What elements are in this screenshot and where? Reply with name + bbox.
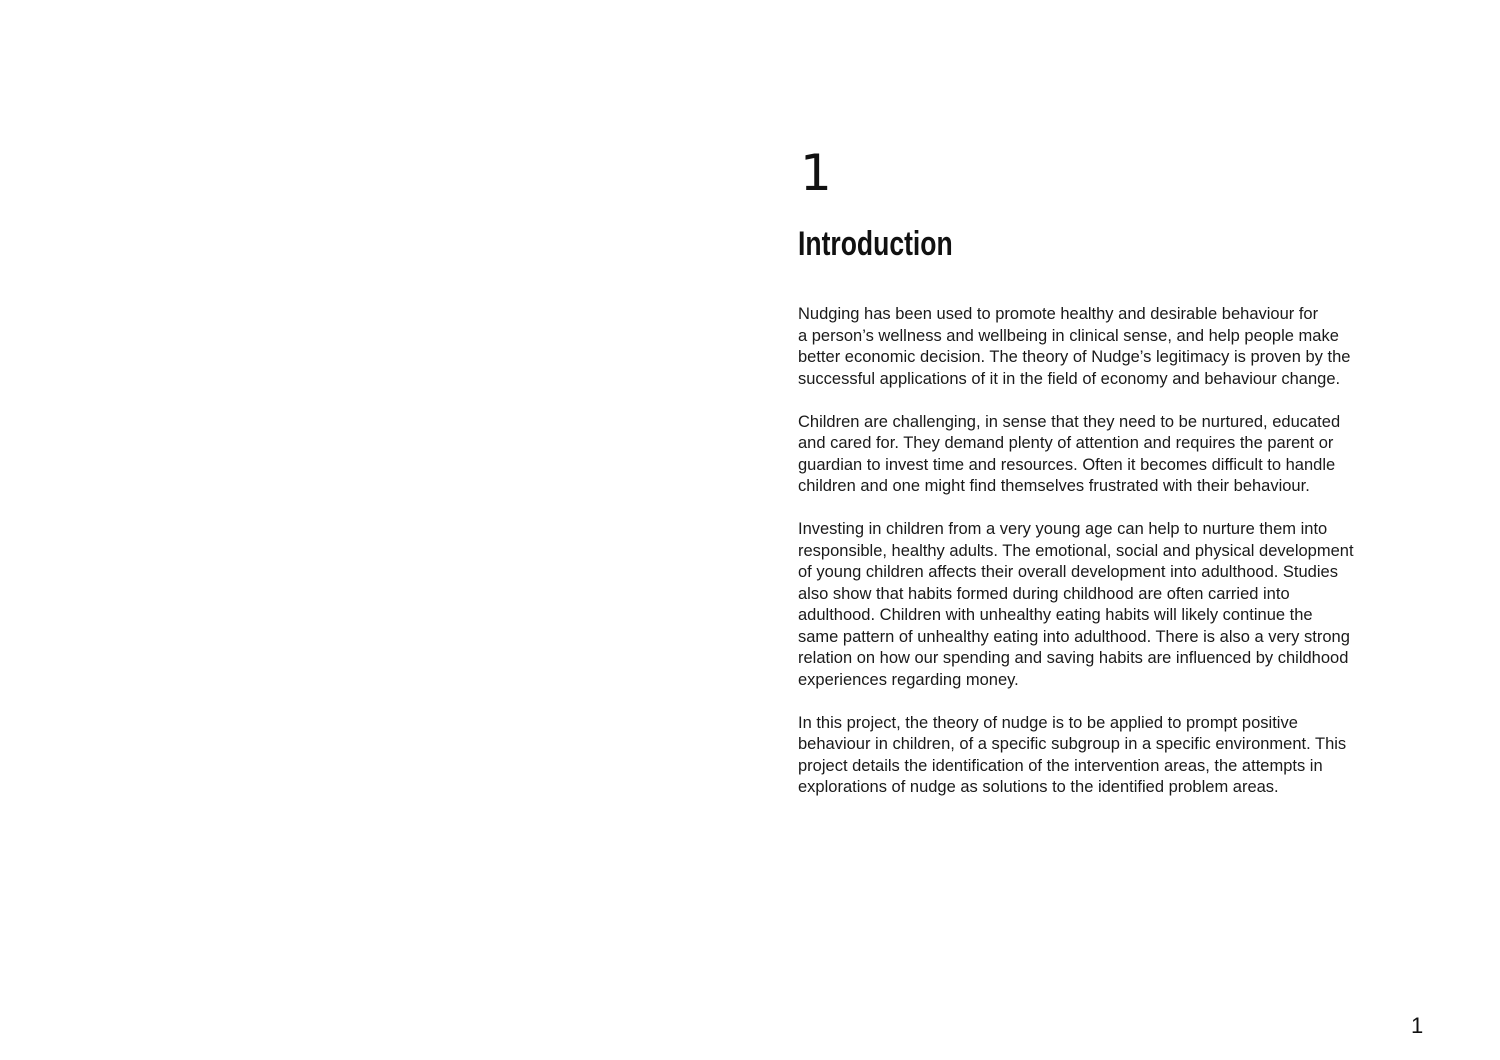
text-line: In this project, the theory of nudge is to be applied to prompt positive bbox=[798, 713, 1298, 732]
text-line: adulthood. Children with unhealthy eating habits will likely continue the bbox=[798, 606, 1313, 624]
text-line: behaviour in children, of a specific subgroup in a specific environment. This bbox=[798, 735, 1347, 753]
text-line: guardian to invest time and resources. Often it becomes difficult to handle bbox=[798, 455, 1336, 474]
right-page bbox=[750, 0, 1500, 1060]
text-line: better economic decision. The theory of Nudge’s legitimacy is proven by the bbox=[798, 348, 1351, 366]
text-line: of young children affects their overall development into adulthood. Studies bbox=[798, 563, 1338, 581]
text-line: responsible, healthy adults. The emotional, social and physical development bbox=[798, 541, 1354, 560]
paragraph bbox=[798, 304, 1418, 390]
text-line: experiences regarding money. bbox=[798, 670, 1019, 689]
paragraph bbox=[798, 713, 1418, 799]
text-line: a person’s wellness and wellbeing in clinical sense, and help people make bbox=[798, 326, 1339, 345]
paragraph bbox=[798, 412, 1418, 498]
text-line: Nudging has been used to promote healthy and desirable behaviour for bbox=[798, 305, 1319, 323]
page-number: 1 bbox=[1411, 1013, 1424, 1038]
text-line: Children are challenging, in sense that they need to be nurtured, educated bbox=[798, 412, 1341, 431]
text-line: same pattern of unhealthy eating into adulthood. There is also a very strong bbox=[798, 627, 1350, 646]
chapter-title: Introduction bbox=[798, 225, 953, 263]
text-line: and cared for. They demand plenty of attention and requires the parent or bbox=[798, 434, 1334, 452]
text-line: children and one might find themselves frustrated with their behaviour. bbox=[798, 477, 1310, 495]
text-line: also show that habits formed during childhood are often carried into bbox=[798, 584, 1290, 603]
text-line: explorations of nudge as solutions to the identified problem areas. bbox=[798, 778, 1279, 796]
chapter-number: 1 bbox=[800, 144, 832, 202]
text-line: relation on how our spending and saving habits are influenced by childhood bbox=[798, 649, 1349, 667]
text-line: project details the identification of the intervention areas, the attempts in bbox=[798, 756, 1323, 775]
text-line: successful applications of it in the field of economy and behaviour change. bbox=[798, 369, 1341, 388]
text-line: Investing in children from a very young age can help to nurture them into bbox=[798, 520, 1328, 538]
paragraph bbox=[798, 519, 1418, 691]
body-text bbox=[798, 304, 1418, 820]
